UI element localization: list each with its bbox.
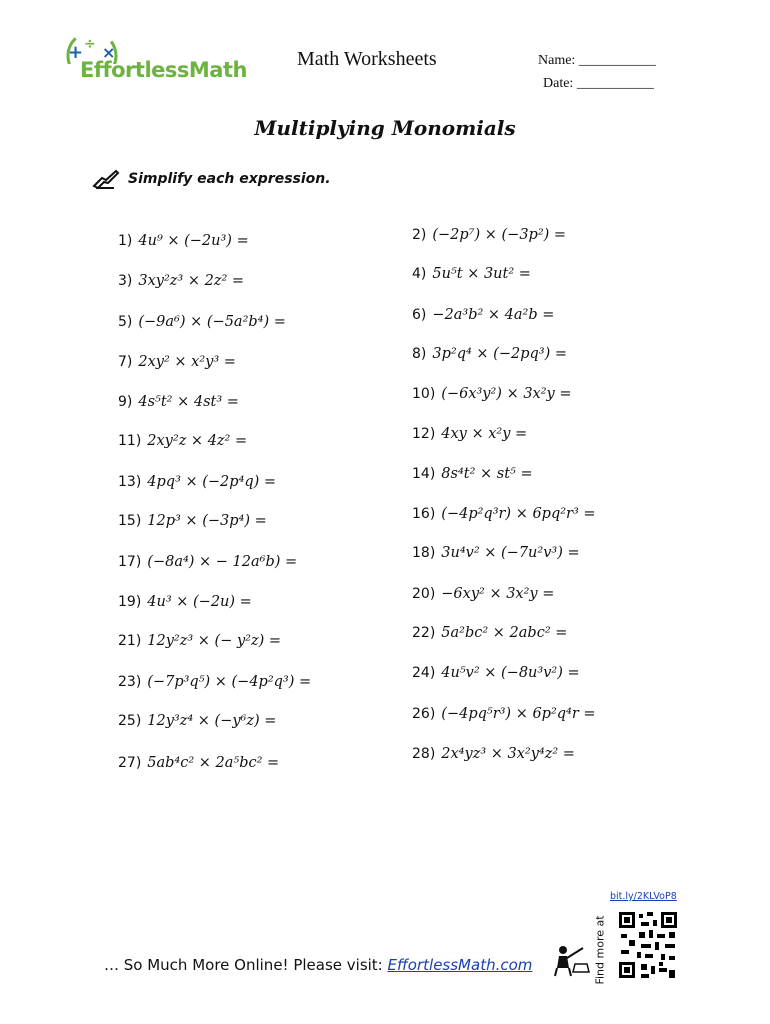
problem-item: 23) (−7p³q⁵) × (−4p²q³) = bbox=[118, 674, 312, 690]
problem-item: 4) 5u⁵t × 3ut² = bbox=[412, 266, 531, 282]
page-title: Multiplying Monomials bbox=[254, 116, 516, 140]
problem-item: 8) 3p²q⁴ × (−2pq³) = bbox=[412, 346, 567, 362]
problem-item: 9) 4s⁵t² × 4st³ = bbox=[118, 394, 239, 410]
problem-item: 28) 2x⁴yz³ × 3x²y⁴z² = bbox=[412, 746, 575, 762]
instruction bbox=[92, 168, 331, 190]
problem-item: 13) 4pq³ × (−2p⁴q) = bbox=[118, 474, 277, 490]
problem-item: 27) 5ab⁴c² × 2a⁵bc² = bbox=[118, 755, 280, 771]
instruction-text: Simplify each expression. bbox=[128, 171, 331, 187]
find-more-label: Find more at bbox=[593, 915, 607, 985]
date-field-label: Date: ___________ bbox=[543, 76, 654, 91]
qr-code-icon[interactable] bbox=[617, 910, 679, 980]
problem-item: 24) 4u⁵v² × (−8u³v²) = bbox=[412, 665, 580, 681]
problem-item: 16) (−4p²q³r) × 6pq²r³ = bbox=[412, 506, 596, 522]
footer-text: … So Much More Online! Please visit: EffortlessMath.com bbox=[104, 956, 533, 974]
problem-item: 5) (−9a⁶) × (−5a²b⁴) = bbox=[118, 314, 286, 330]
problem-item: 3) 3xy²z³ × 2z² = bbox=[118, 273, 245, 289]
problem-item: 12) 4xy × x²y = bbox=[412, 426, 528, 442]
problem-item: 1) 4u⁹ × (−2u³) = bbox=[118, 233, 249, 249]
website-link[interactable]: EffortlessMath.com bbox=[387, 956, 533, 974]
problem-item: 15) 12p³ × (−3p⁴) = bbox=[118, 513, 267, 529]
svg-text:÷: ÷ bbox=[84, 36, 96, 52]
problem-item: 26) (−4pq⁵r³) × 6p²q⁴r = bbox=[412, 706, 596, 722]
problem-item: 14) 8s⁴t² × st⁵ = bbox=[412, 466, 533, 482]
name-field-label: Name: ___________ bbox=[538, 53, 656, 68]
problem-item: 22) 5a²bc² × 2abc² = bbox=[412, 625, 568, 641]
problem-item: 11) 2xy²z × 4z² = bbox=[118, 433, 248, 449]
short-link[interactable]: bit.ly/2KLVoP8 bbox=[610, 891, 677, 902]
problem-item: 19) 4u³ × (−2u) = bbox=[118, 594, 252, 610]
teacher-pointing-icon bbox=[553, 942, 591, 978]
problem-item: 25) 12y³z⁴ × (−y⁶z) = bbox=[118, 713, 277, 729]
logo-text: EffortlessMath bbox=[80, 58, 247, 82]
svg-text:×: × bbox=[102, 43, 116, 62]
problem-item: 2) (−2p⁷) × (−3p²) = bbox=[412, 227, 567, 243]
problem-item: 6) −2a³b² × 4a²b = bbox=[412, 307, 555, 323]
problem-item: 18) 3u⁴v² × (−7u²v³) = bbox=[412, 545, 580, 561]
problem-item: 10) (−6x³y²) × 3x²y = bbox=[412, 386, 572, 402]
problem-item: 20) −6xy² × 3x²y = bbox=[412, 586, 555, 602]
svg-text:+: + bbox=[68, 42, 84, 63]
problem-item: 21) 12y²z³ × (− y²z) = bbox=[118, 633, 282, 649]
header-title: Math Worksheets bbox=[297, 48, 437, 70]
problem-item: 7) 2xy² × x²y³ = bbox=[118, 354, 236, 370]
writing-hand-icon bbox=[92, 168, 120, 190]
problem-item: 17) (−8a⁴) × − 12a⁶b) = bbox=[118, 554, 298, 570]
